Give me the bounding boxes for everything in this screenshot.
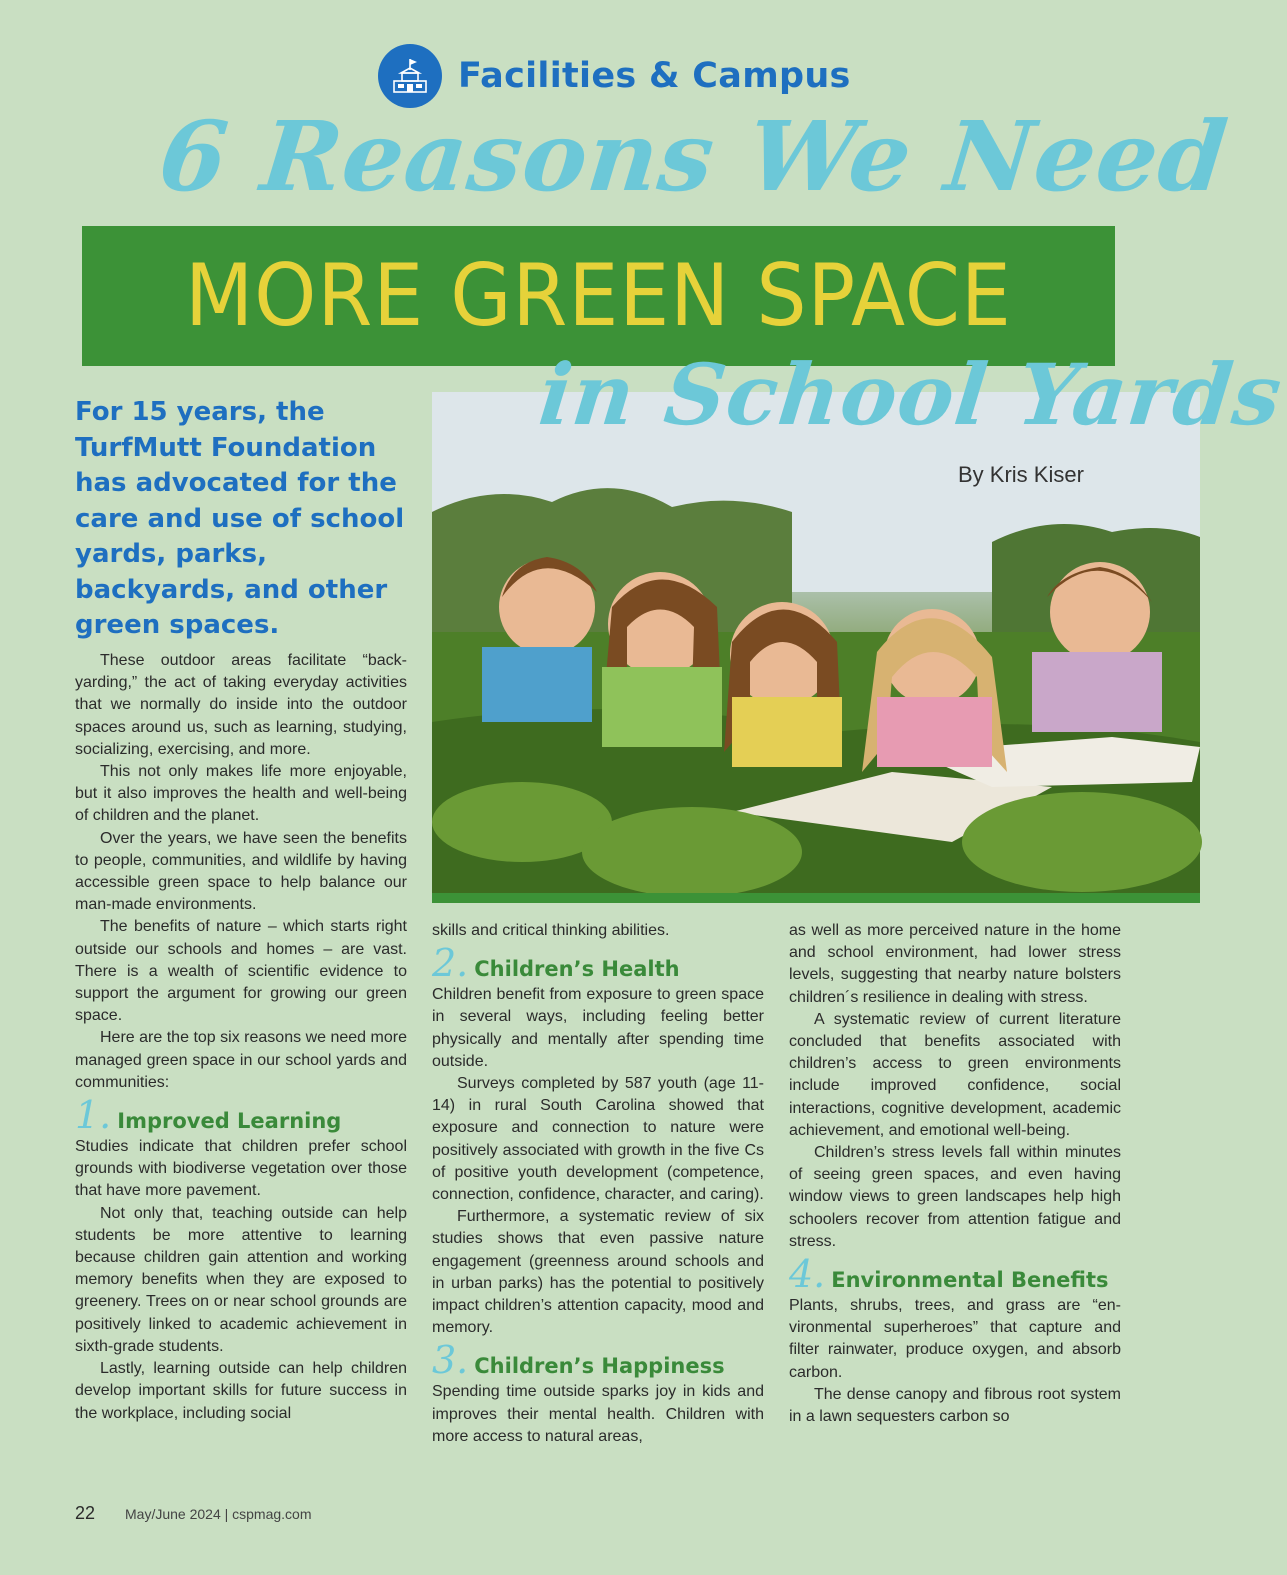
paragraph: Children’s stress levels fall within minutes of seeing green spaces, and even having window views to green landscapes help high schoolers recover from attention fatigue and stress. xyxy=(789,1144,1121,1250)
column-1 xyxy=(75,650,407,1425)
byline: By Kris Kiser xyxy=(958,462,1084,487)
section-label: Facilities & Campus xyxy=(458,56,851,96)
paragraph: Here are the top six reasons we need more managed green space in our school yards and communities: xyxy=(75,1029,407,1091)
paragraph: Spending time outside sparks joy in kids and improves their mental health. Children with more access to natural areas, xyxy=(432,1383,764,1445)
paragraph: as well as more perceived nature in the home and school environment, had lower stress levels, suggesting that nearby nature bolsters children´s resilience in dealing with stress. xyxy=(789,922,1121,1006)
page-number: 22 xyxy=(75,1503,96,1523)
paragraph: Studies indicate that children prefer school grounds with biodiverse vegetation over those that have more pavement. xyxy=(75,1138,407,1200)
paragraph: This not only makes life more enjoyable, but it also improves the health and well-being of children and the planet. xyxy=(75,763,407,825)
issue-line: May/June 2024 | cspmag.com xyxy=(125,1506,312,1522)
paragraph: Not only that, teaching outside can help students be more attentive to learning because children gain attention and working memory benefits when they are exposed to greenery. Trees on or near school grounds are positively linked to academic achievement in sixth-grade students. xyxy=(75,1204,407,1355)
children-on-grass-photo xyxy=(432,392,1200,893)
paragraph: These outdoor areas facilitate “backyarding,” the act of taking everyday activities that we normally do inside into the outdoor spaces around us, such as learning, studying, socializing, exercising, and more. xyxy=(75,652,407,758)
column-3 xyxy=(789,920,1121,1428)
paragraph: Over the years, we have seen the benefits to people, communities, and wildlife by having accessible green space to help balance our man-made environments. xyxy=(75,829,407,914)
subhead-improved-learning xyxy=(75,1093,407,1138)
title-line-3: in School Yards xyxy=(534,345,1287,444)
subhead-number: 1. xyxy=(75,1093,112,1138)
paragraph: The dense canopy and fibrous root system in a lawn sequesters carbon so xyxy=(789,1385,1121,1426)
subhead-number: 4. xyxy=(789,1252,826,1297)
subhead-title: Improved Learning xyxy=(117,1109,342,1134)
subhead-title: Children’s Health xyxy=(474,957,680,982)
title-line-2: MORE GREEN SPACE xyxy=(185,246,1012,346)
paragraph: A systematic review of current literature concluded that benefits associated with children’s access to green environments include improved confidence, social interactions, cognitive development, academic achievement, and emotional well-being. xyxy=(789,1010,1121,1139)
subhead-environmental-benefits xyxy=(789,1252,1121,1297)
subhead-number: 3. xyxy=(432,1338,469,1383)
schoolhouse-icon xyxy=(378,44,442,108)
subhead-childrens-happiness xyxy=(432,1338,764,1383)
column-2 xyxy=(432,920,764,1448)
title-line-1: 6 Reasons We Need xyxy=(154,100,1234,213)
subhead-childrens-health xyxy=(432,941,764,986)
subhead-title: Children’s Happiness xyxy=(474,1354,725,1379)
paragraph: Furthermore, a systematic review of six studies shows that even passive nature engagement (greenness around schools and in urban parks) has the potential to positively impact children’s attention capacity, mood and memory. xyxy=(432,1208,764,1337)
paragraph: Children benefit from exposure to green space in several ways, including feeling better physically and mentally after spending time outside. xyxy=(432,986,764,1070)
paragraph: The benefits of nature – which starts right outside our schools and homes – are vast. There is a wealth of scientific evidence to support the argument for growing our green space. xyxy=(75,918,407,1025)
subhead-number: 2. xyxy=(432,941,469,986)
paragraph: Lastly, learning outside can help children develop important skills for future success in the workplace, including social xyxy=(75,1360,407,1422)
paragraph: skills and critical thinking abilities. xyxy=(432,922,670,939)
photo-rule xyxy=(432,893,1200,903)
lede: For 15 years, the TurfMutt Foundation has advocated for the care and use of school yards, parks, backyards, and other green spaces. xyxy=(75,397,405,640)
subhead-title: Environmental Benefits xyxy=(831,1268,1109,1293)
paragraph: Surveys completed by 587 youth (age 11-14) in rural South Carolina showed that exposure and connection to nature were positively associated with growth in the five Cs of positive youth development (competence, connection, confidence, character, and caring). xyxy=(432,1075,764,1204)
paragraph: Plants, shrubs, trees, and grass are “environmental superheroes” that capture and filter rainwater, produce oxygen, and absorb carbon. xyxy=(789,1297,1121,1381)
